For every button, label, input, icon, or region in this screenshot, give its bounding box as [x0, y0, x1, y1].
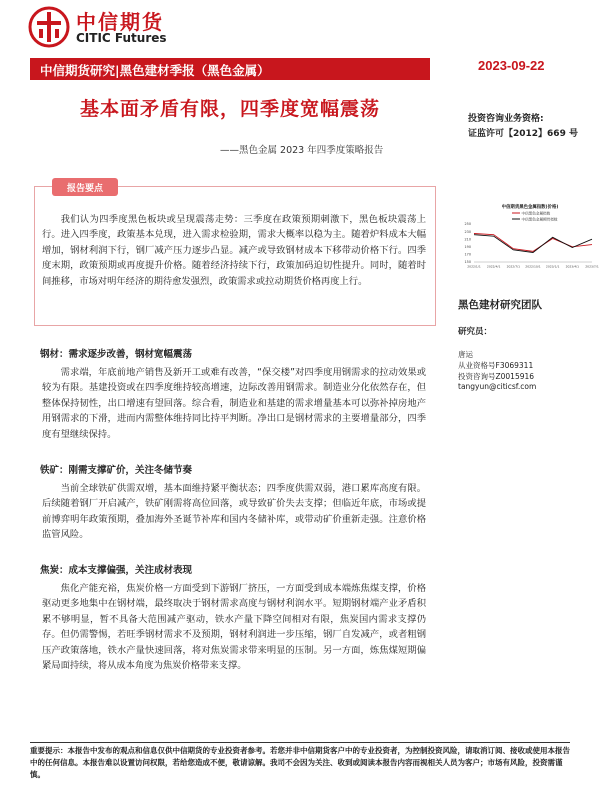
y-tick-label: 150 — [464, 260, 471, 265]
x-tick-label: 2023/7/1 — [585, 264, 599, 269]
x-tick-label: 2022/10/1 — [525, 264, 541, 269]
brand-name-cn: 中信期货 — [76, 10, 164, 34]
legend-label-index: 中信黑色金属指数 — [521, 211, 551, 216]
y-tick-label: 190 — [464, 245, 471, 249]
price-index-chart — [458, 200, 599, 272]
brand-name-en: CITIC Futures — [76, 31, 167, 45]
y-tick-label: 250 — [464, 222, 471, 227]
x-tick-label: 2023/4/1 — [565, 264, 580, 269]
section-body-coke: 焦化产能充裕，焦炭价格一方面受到下游钢厂挤压，一方面受到成本端炼焦煤支撑，价格驱动更多地集中在钢材端，最终取决于钢材需求高度与钢材利润水平。短期钢材端产业矛盾积累不够明显，暂不具备大范围减产驱动，铁水产量下降空间相对有限，焦炭国内需求支撑仍存。但仍需警惕，若旺季钢材需求不及预期，钢材利润进一步压缩，钢厂自发减产，或者粗钢压产政策落地，铁水产量快速回落，将对焦炭需求带来明显的压制。另一方面，炼焦煤短期偏紧局面持续，将从成本角度为焦炭价格带来支撑。 — [42, 583, 426, 672]
section-body-iron-ore: 当前全球铁矿供需双增，基本面维持紧平衡状态；四季度供需双弱，港口累库高度有限。后续随着钢厂开启减产，铁矿刚需将高位回落，或导致矿价失去支撑；但临近年底，市场或提前博弈明年政策预期，叠加海外圣诞节补库和国内冬储补库，或带动矿价重新走强。注意价格监管风险。 — [42, 483, 426, 541]
report-banner-label: 中信期货研究|黑色建材季报（黑色金属） — [40, 63, 270, 78]
researcher-license: 从业资格号F3069311 — [458, 361, 534, 370]
disclaimer-text: 重要提示：本报告中发布的观点和信息仅供中信期货的专业投资者参考。若您并非中信期货客户中的专业投资者，为控制投资风险，请取消订阅、接收或使用本报告中的任何信息。本报告难以设置访问权限，若给您造成不便，敬请谅解。我司不会因为关注、收到或阅读本报告内容而视相关人员为客户；市场有风险，投资需谨慎。 — [30, 746, 570, 779]
researcher-email: tangyun@citicsf.com — [458, 382, 537, 391]
page-title: 基本面矛盾有限，四季度宽幅震荡 — [80, 98, 381, 120]
team-name: 黑色建材研究团队 — [458, 299, 542, 311]
license-number: 证监许可【2012】669 号 — [468, 129, 578, 139]
y-tick-label: 210 — [464, 237, 471, 242]
x-tick-label: 2022/4/1 — [486, 264, 501, 269]
section-heading-iron-ore: 铁矿：刚需支撑矿价，关注冬储节奏 — [40, 465, 193, 476]
footer-divider — [30, 742, 570, 743]
y-tick-label: 230 — [464, 229, 471, 234]
section-heading-coke: 焦炭：成本支撑偏强，关注成材表现 — [40, 565, 193, 576]
section-body-steel: 需求端，年底前地产销售及新开工或难有改善，“保交楼”对四季度用钢需求的拉动效果或较为有限。基建投资或在四季度维持较高增速，边际改善用钢需求。制造业分化依然存在，但整体保持韧性，出口增速有望回落。综合看，制造业和基建的需求增量基本可以弥补掉房地产用钢需求的下滑，进而内需整体维持同比持平判断。净出口是钢材需求的主要增量部分，四季度有望继续保持。 — [42, 367, 426, 440]
y-tick-label: 170 — [464, 252, 471, 257]
citic-logo-icon — [28, 6, 70, 48]
report-date: 2023-09-22 — [478, 58, 545, 73]
key-points-text: 我们认为四季度黑色板块或呈现震荡走势：三季度在政策预期刺激下，黑色板块震荡上行。进入四季度，政策基本兑现，进入需求检验期，需求大概率以稳为主。随着炉料成本大幅增加，钢材利润下行，钢厂减产压力逐步凸显。减产或导致钢材成本下移带动价格下行。四季度末期，政策预期或再度提升价格。随着经济持续下行，政策加码迫切性提升。同时，随着时间推移，市场对明年经济的期待愈发强烈，政策需求或拉动期货价格再度上行。 — [42, 214, 426, 287]
chart-title: 中信期货黑色金属指数(价格) — [501, 205, 559, 210]
legend-label-futures: 中信黑色金属期货指数 — [521, 217, 558, 222]
section-heading-steel: 钢材：需求逐步改善，钢材宽幅震荡 — [40, 349, 193, 360]
researcher-label: 研究员： — [458, 327, 493, 337]
key-points-tab-label: 报告要点 — [66, 184, 103, 194]
x-tick-label: 2022/7/1 — [506, 264, 521, 269]
researcher-consult-no: 投资咨询号Z0015916 — [458, 372, 535, 381]
x-tick-label: 2022/1/1 — [467, 264, 481, 269]
page-subtitle: ——黑色金属 2023 年四季度策略报告 — [220, 145, 384, 156]
license-label: 投资咨询业务资格: — [468, 114, 544, 124]
x-tick-label: 2023/1/1 — [545, 264, 560, 269]
series-line-futures — [474, 235, 592, 253]
researcher-name: 唐运 — [458, 350, 473, 359]
